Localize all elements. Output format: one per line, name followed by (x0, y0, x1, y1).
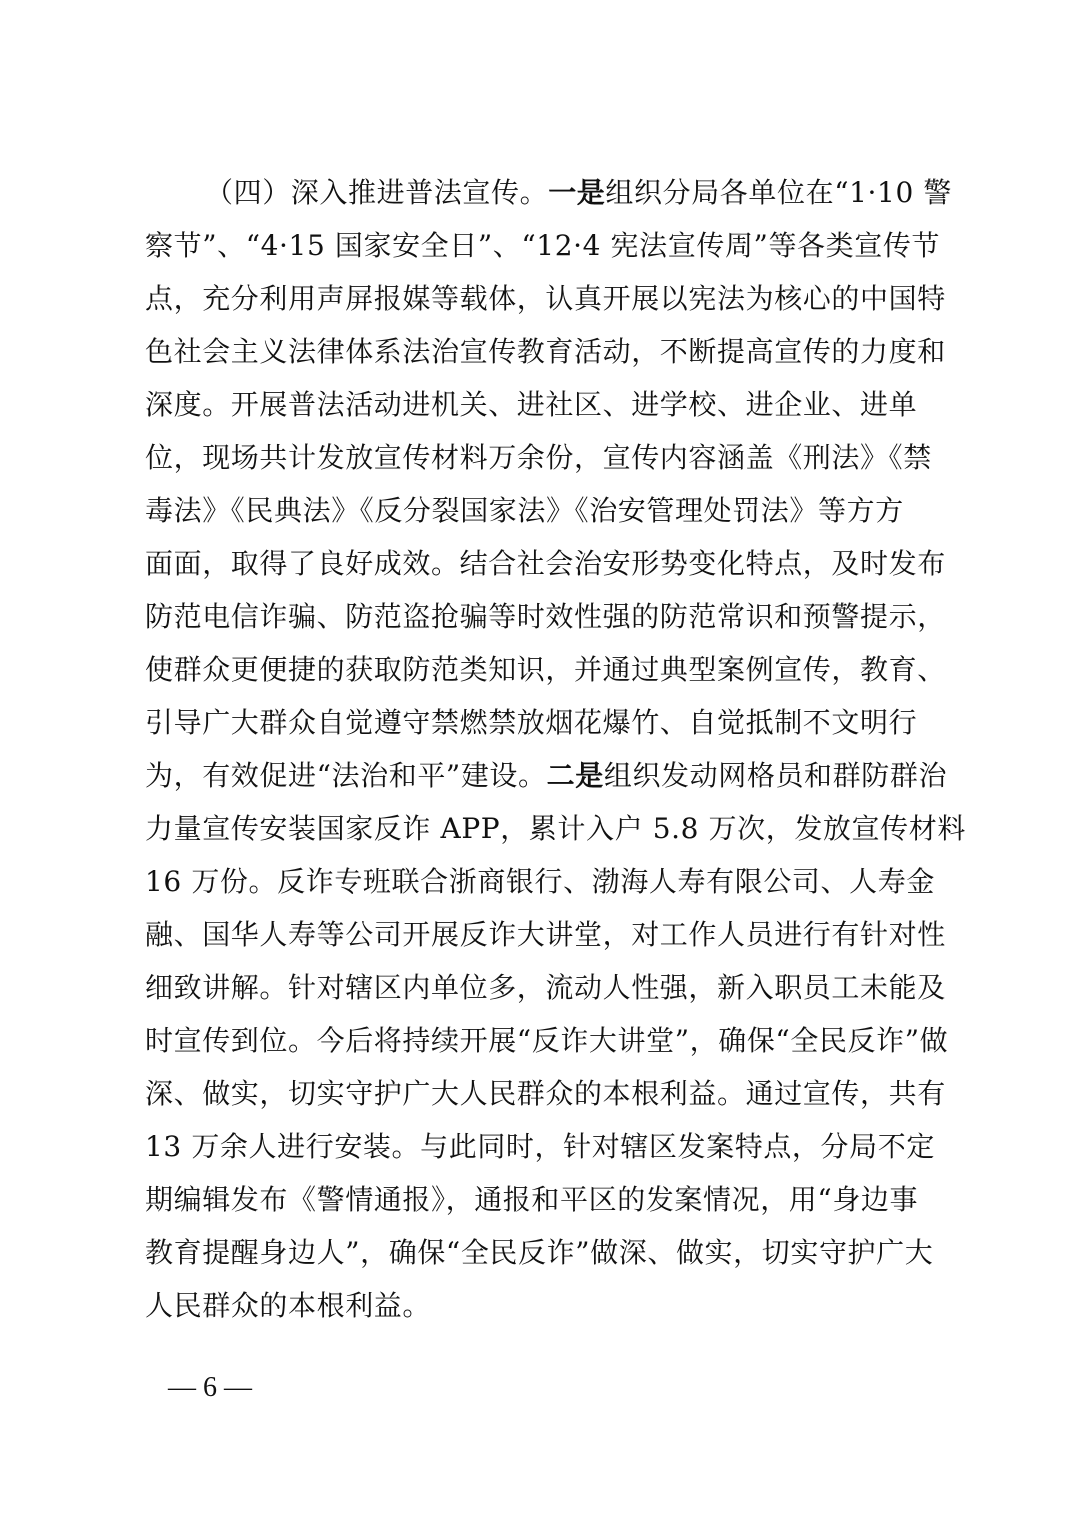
text-segment: 期编辑发布《警情通报》，通报和平区的发案情况，用“身边事 (145, 1183, 919, 1216)
text-segment: 13 万余人进行安装。与此同时，针对辖区发案特点，分局不定 (145, 1130, 935, 1163)
text-line (145, 749, 948, 802)
text-segment: 使群众更便捷的获取防范类知识，并通过典型案例宣传，教育、 (145, 653, 946, 686)
text-line (145, 961, 945, 1014)
text-segment: 面面，取得了良好成效。结合社会治安形势变化特点，及时发布 (145, 547, 946, 580)
text-line (145, 1014, 949, 1067)
text-segment: 毒法》《民典法》《反分裂国家法》《治安管理处罚法》等方方 (145, 494, 904, 527)
text-segment: 教育提醒身边人”，确保“全民反诈”做深、做实，切实守护广大 (145, 1236, 934, 1269)
text-line (145, 378, 945, 431)
text-line (145, 643, 945, 696)
text-line (145, 696, 945, 749)
text-line (145, 431, 945, 484)
text-line (145, 219, 945, 272)
text-segment: 16 万份。反诈专班联合浙商银行、渤海人寿有限公司、人寿金 (145, 865, 935, 898)
text-segment: 位，现场共计发放宣传材料万余份，宣传内容涵盖《刑法》《禁 (145, 441, 932, 474)
text-segment: 力量宣传安装国家反诈 APP，累计入户 5.8 万次，发放宣传材料 (145, 812, 966, 845)
body-paragraph (145, 166, 966, 1332)
section-heading: （四）深入推进普法宣传。 (205, 176, 549, 209)
text-line (145, 1067, 945, 1120)
emphasis-marker: 二是 (546, 759, 604, 792)
page-number: — 6 — (168, 1372, 252, 1403)
text-line (145, 1279, 945, 1332)
text-segment: 人民群众的本根利益。 (145, 1289, 432, 1322)
text-segment: 引导广大群众自觉遵守禁燃禁放烟花爆竹、自觉抵制不文明行 (145, 706, 918, 739)
text-line (145, 272, 945, 325)
text-line (145, 802, 966, 855)
text-segment: 融、国华人寿等公司开展反诈大讲堂，对工作人员进行有针对性 (145, 918, 946, 951)
text-line (145, 484, 945, 537)
text-segment: 深、做实，切实守护广大人民群众的本根利益。通过宣传，共有 (145, 1077, 946, 1110)
text-line (145, 855, 945, 908)
text-line (145, 537, 945, 590)
text-segment: 深度。开展普法活动进机关、进社区、进学校、进企业、进单 (145, 388, 918, 421)
text-line (145, 1120, 945, 1173)
text-line (145, 1226, 945, 1279)
text-line (145, 908, 945, 961)
text-line (145, 166, 952, 219)
text-line (145, 590, 945, 643)
emphasis-marker: 一是 (548, 176, 606, 209)
text-segment: 点，充分利用声屏报媒等载体，认真开展以宪法为核心的中国特 (145, 282, 946, 315)
text-segment: 察节”、“4·15 国家安全日”、“12·4 宪法宣传周”等各类宣传节 (145, 229, 941, 262)
text-segment: 组织分局各单位在“1·10 警 (605, 176, 952, 209)
text-line (145, 325, 945, 378)
text-line (145, 1173, 945, 1226)
text-segment: 细致讲解。针对辖区内单位多，流动人性强，新入职员工未能及 (145, 971, 946, 1004)
text-segment: 色社会主义法律体系法治宣传教育活动，不断提高宣传的力度和 (145, 335, 946, 368)
text-segment: 时宣传到位。今后将持续开展“反诈大讲堂”，确保“全民反诈”做 (145, 1024, 949, 1057)
text-segment: 组织发动网格员和群防群治 (603, 759, 948, 792)
text-segment: 为，有效促进“法治和平”建设。 (145, 759, 547, 792)
text-segment: 防范电信诈骗、防范盗抢骗等时效性强的防范常识和预警提示， (145, 600, 946, 633)
